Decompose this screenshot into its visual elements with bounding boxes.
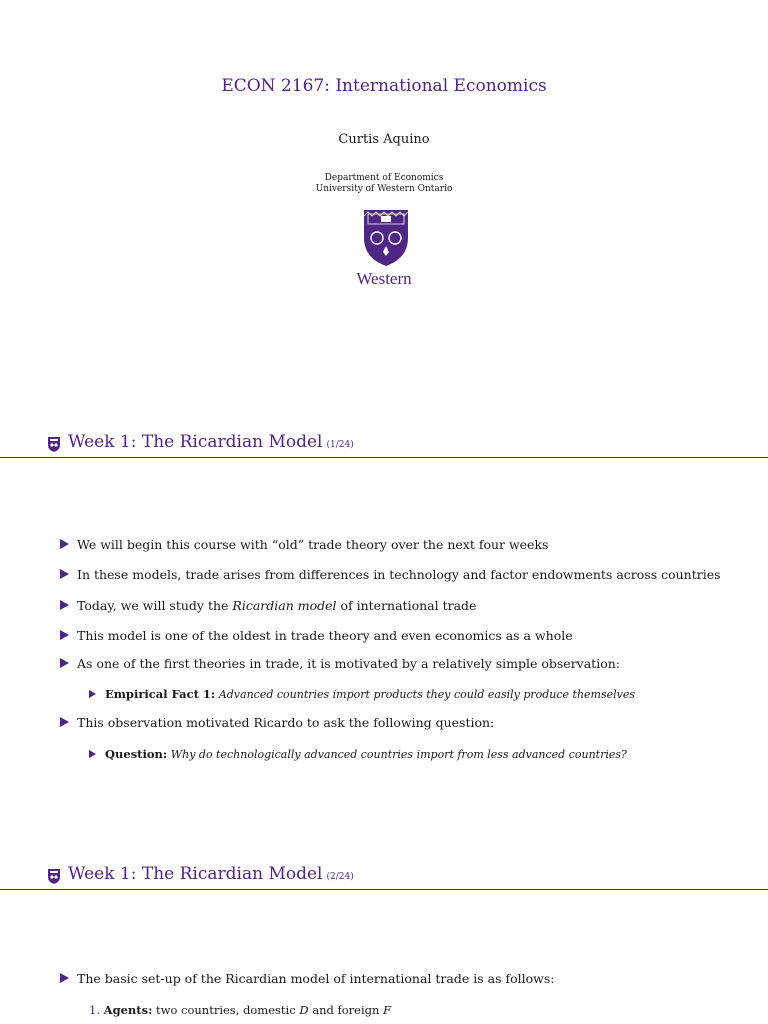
ricardian-model-term: Ricardian model [232,598,337,613]
slide-title-text: Week 1: The Ricardian Model [68,432,323,452]
agents-text-b: and foreign [308,1003,384,1017]
bullet-text: As one of the first theories in trade, it is motivated by a relatively simple observation: [77,656,620,671]
var-domestic: D [299,1003,309,1017]
author-name: Curtis Aquino [338,132,430,147]
university-name: University of Western Ontario [315,184,453,194]
header-divider [0,889,768,890]
western-shield-icon [47,868,61,885]
bullet-text [105,747,627,761]
western-shield-icon [362,208,410,268]
bullet-icon [60,973,69,983]
bullet-icon [60,630,69,640]
slide-title-text: Week 1: The Ricardian Model [68,864,323,884]
bullet-text: This model is one of the oldest in trade theory and even economics as a whole [77,628,573,643]
bullet-text: The basic set-up of the Ricardian model of international trade is as follows: [77,971,555,986]
enum-number: 1. [89,1003,100,1017]
slide-page-number: (2/24) [326,872,354,882]
bullet-text: We will begin this course with “old” trade theory over the next four weeks [77,537,549,552]
agents-text-a: two countries, domestic [155,1003,300,1017]
course-title: ECON 2167: International Economics [221,76,547,96]
bullet-text: In these models, trade arises from differences in technology and factor endowments across countries [77,567,721,582]
slide-title [68,864,354,884]
question-text: Why do technologically advanced countries import from less advanced countries? [170,748,627,761]
slide-title [68,432,354,452]
affiliation [0,173,768,195]
slide-page-number: (1/24) [326,440,354,450]
bullet-icon [60,600,69,610]
title-slide [0,0,768,420]
bullet-icon [89,750,96,758]
var-foreign: F [383,1003,392,1017]
header-divider [0,457,768,458]
empirical-fact-text: Advanced countries import products they could easily produce themselves [218,688,636,701]
logo-wordmark: Western [356,269,412,288]
department-name: Department of Economics [324,173,444,183]
bullet-text [105,687,635,701]
question-label: Question: [105,747,168,761]
empirical-fact-label: Empirical Fact 1: [105,687,216,701]
bullet-icon [60,569,69,579]
bullet-icon [60,658,69,668]
bullet-icon [60,539,69,549]
enumerated-item [89,1003,391,1017]
bullet-icon [89,690,96,698]
western-shield-icon [47,436,61,453]
bullet-text: This observation motivated Ricardo to ask the following question: [77,715,495,730]
bullet-icon [60,717,69,727]
agents-label: Agents: [103,1003,153,1017]
bullet-text: Today, we will study the Ricardian model of international trade [77,598,477,613]
